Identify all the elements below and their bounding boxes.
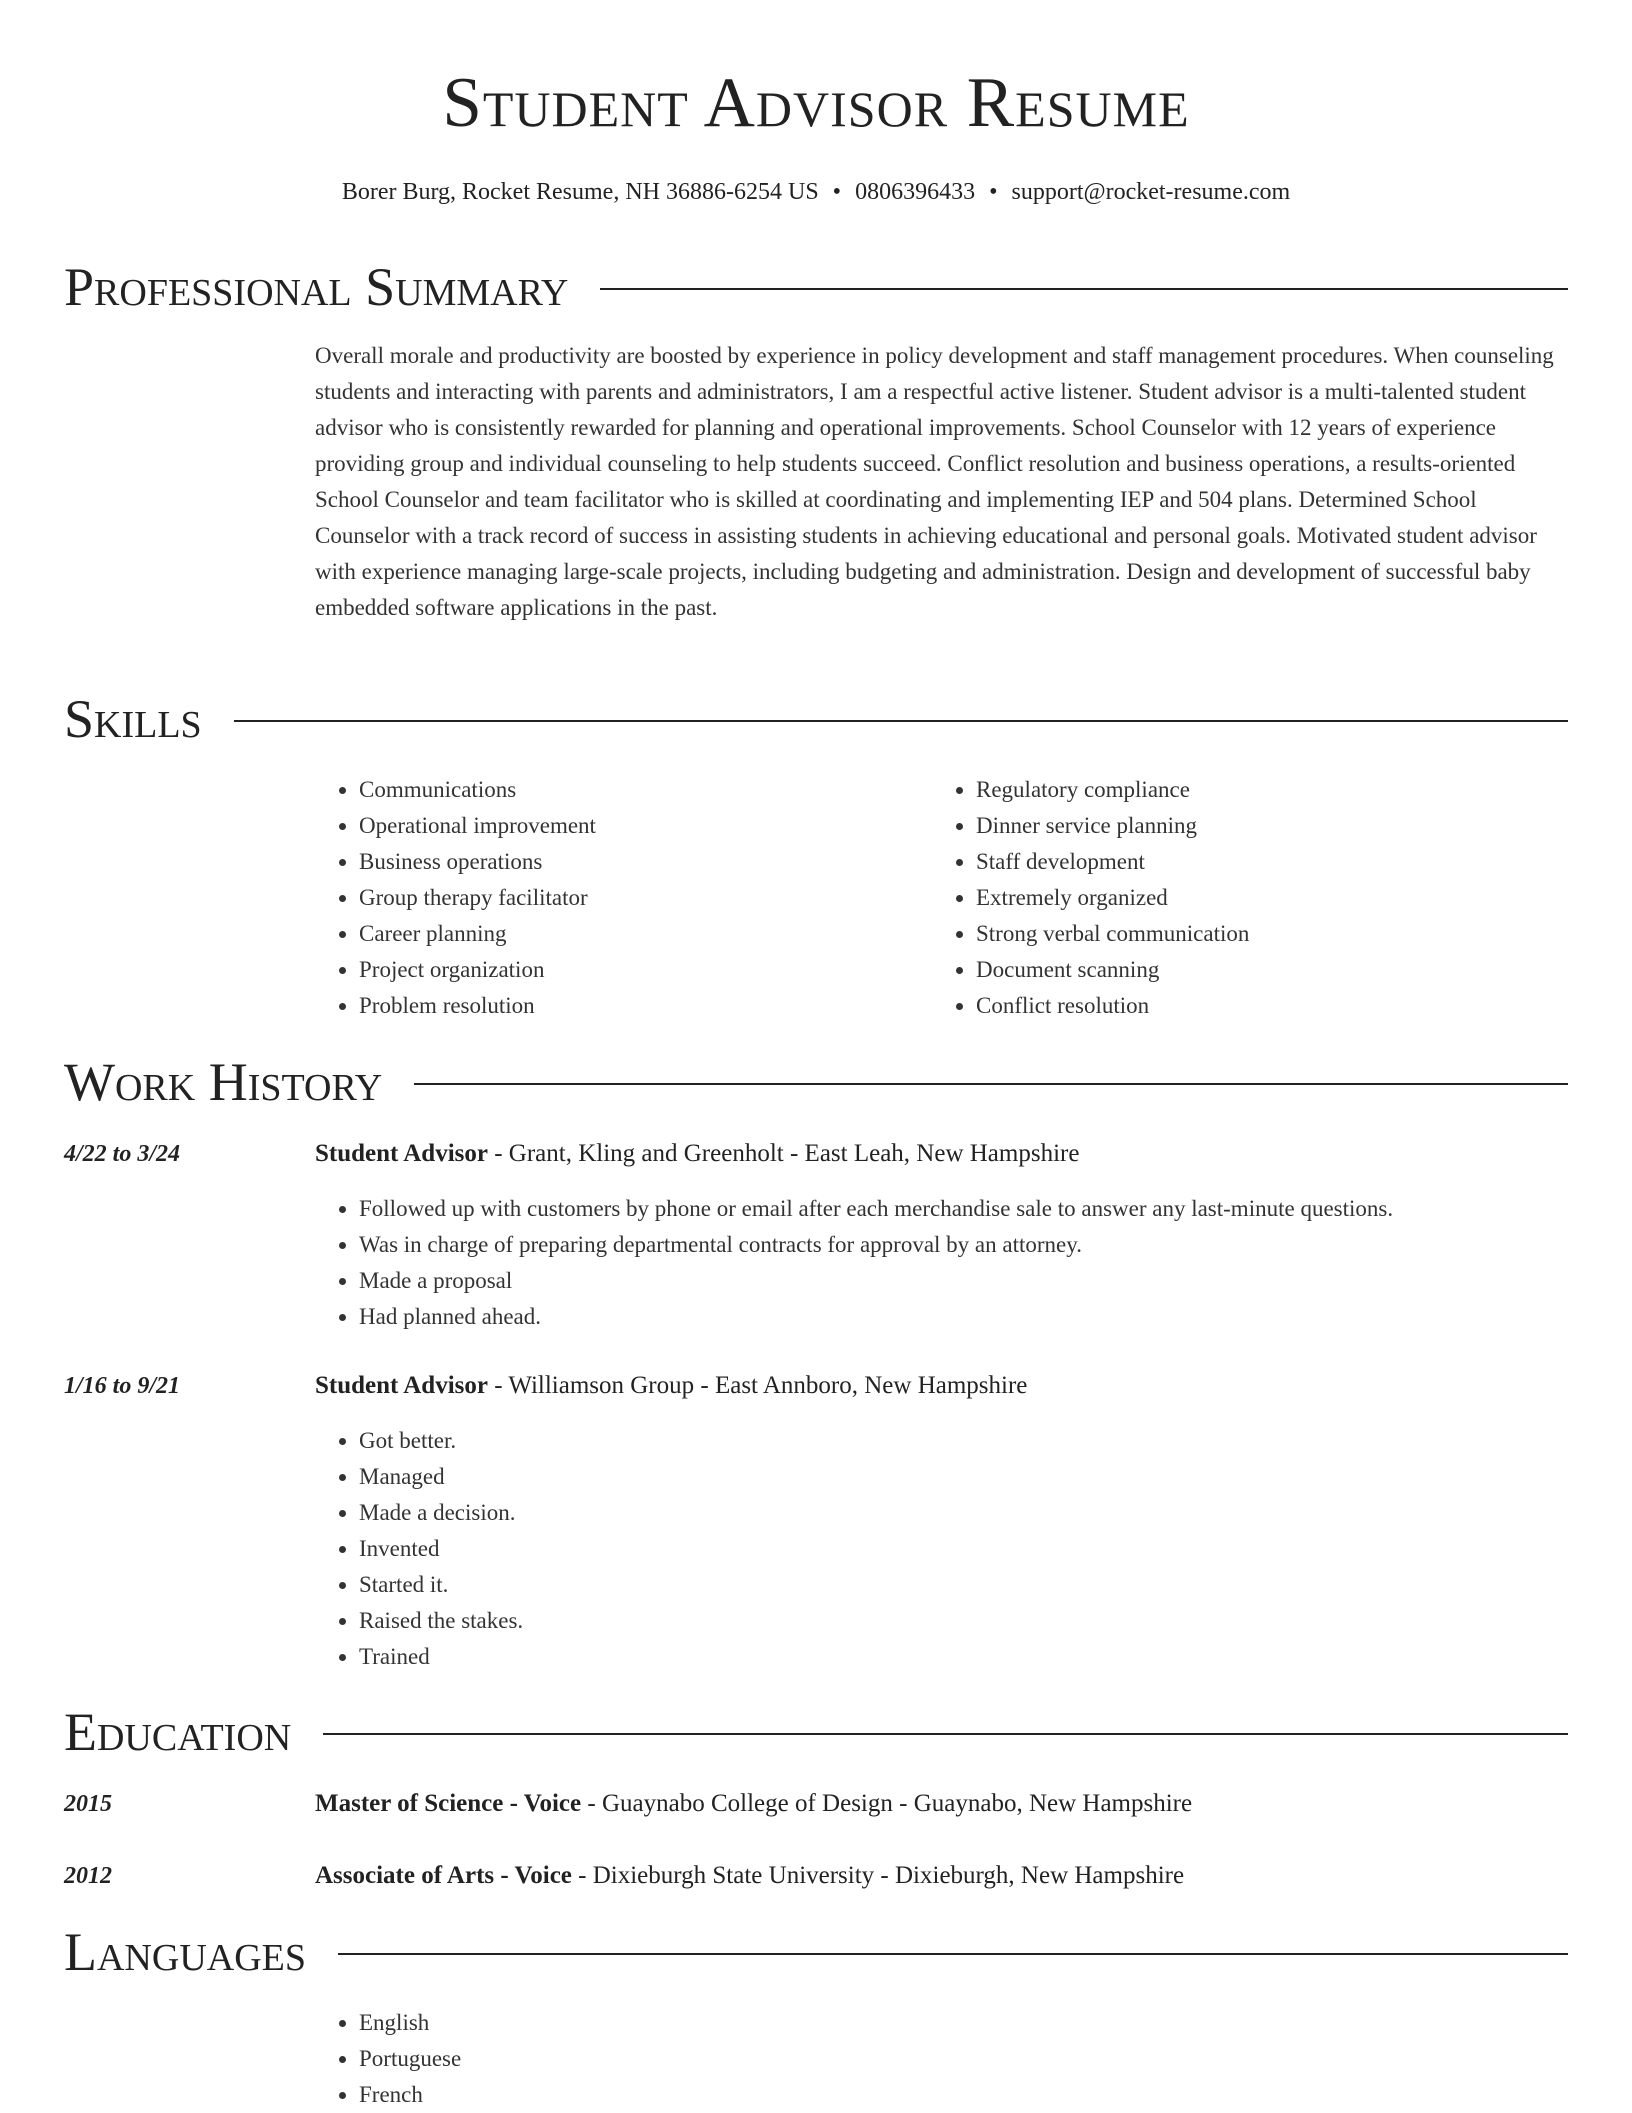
skills-heading: Skills	[64, 689, 202, 749]
job-details: - Grant, Kling and Greenholt - East Leah, New Hampshire	[487, 1140, 1080, 1167]
skill-item: • Document scanning	[976, 952, 1532, 988]
job-bullet: • Made a decision.	[359, 1495, 1568, 1531]
summary-text: Overall morale and productivity are boosted by experience in policy development and staff management procedures. When counseling students and interacting with parents and administrators, I am a respectful active listener. Student advisor is a multi-talented student advisor who is consistently rewarded for planning and operational improvements. School Counselor with 12 years of experience providing group and individual counseling to help students succeed. Conflict resolution and business operations, a results-oriented School Counselor and team facilitator who is skilled at coordinating and implementing IEP and 504 plans. Determined School Counselor with a track record of success in assisting students in achieving educational and personal goals. Motivated student advisor with experience managing large-scale projects, including budgeting and administration. Design and development of successful baby embedded software applications in the past.	[315, 343, 1554, 620]
work-heading: Work History	[64, 1052, 383, 1112]
job-dates: 1/16 to 9/21	[64, 1373, 181, 1399]
contact-address: Borer Burg, Rocket Resume, NH 36886-6254 US	[341, 179, 819, 205]
contact-line	[0, 175, 1632, 209]
job-bullet: • Invented	[359, 1531, 1568, 1567]
education-degree: Associate of Arts - Voice	[315, 1862, 572, 1889]
section-divider	[338, 1953, 1568, 1955]
job-bullet: • Got better.	[359, 1423, 1568, 1459]
job-heading	[315, 1136, 1568, 1172]
education-details: - Dixieburgh State University - Dixieburgh, New Hampshire	[571, 1862, 1185, 1889]
job-dates: 4/22 to 3/24	[64, 1141, 181, 1167]
skill-item: • Business operations	[359, 844, 915, 880]
skill-item: • Group therapy facilitator	[359, 880, 915, 916]
education-heading: Education	[64, 1702, 292, 1762]
language-item: • Portuguese	[359, 2041, 1568, 2077]
skills-list-right	[932, 772, 1532, 1024]
job-bullet: • Trained	[359, 1639, 1568, 1675]
skill-item: • Extremely organized	[976, 880, 1532, 916]
job-title: Student Advisor	[315, 1140, 488, 1167]
language-item: • English	[359, 2005, 1568, 2041]
job-bullet: • Was in charge of preparing departmental contracts for approval by an attorney.	[359, 1227, 1568, 1263]
job-details: - Williamson Group - East Annboro, New Hampshire	[487, 1372, 1028, 1399]
languages-heading: Languages	[64, 1922, 306, 1982]
skill-item: • Project organization	[359, 952, 915, 988]
section-divider	[600, 288, 1568, 290]
education-degree: Master of Science - Voice	[315, 1790, 582, 1817]
skill-item: • Dinner service planning	[976, 808, 1532, 844]
skill-item: • Problem resolution	[359, 988, 915, 1024]
skill-item: • Communications	[359, 772, 915, 808]
summary-section-header	[64, 252, 1568, 322]
education-entry	[315, 1786, 1568, 1822]
job-title: Student Advisor	[315, 1372, 488, 1399]
languages-section-header	[64, 1917, 1568, 1987]
section-divider	[234, 720, 1568, 722]
section-divider	[323, 1733, 1568, 1735]
job-bullet: • Started it.	[359, 1567, 1568, 1603]
job-heading	[315, 1368, 1568, 1404]
job-bullets	[315, 1191, 1568, 1335]
skills-section-header	[64, 684, 1568, 754]
skill-item: • Career planning	[359, 916, 915, 952]
job-bullet: • Managed	[359, 1459, 1568, 1495]
languages-list	[315, 2005, 1568, 2113]
job-bullet: • Had planned ahead.	[359, 1299, 1568, 1335]
skill-item: • Operational improvement	[359, 808, 915, 844]
education-year: 2012	[64, 1863, 112, 1889]
job-bullets	[315, 1423, 1568, 1675]
education-year: 2015	[64, 1791, 112, 1817]
skills-list-left	[315, 772, 915, 1024]
education-details: - Guaynabo College of Design - Guaynabo, New Hampshire	[581, 1790, 1193, 1817]
work-section-header	[64, 1047, 1568, 1117]
skill-item: • Conflict resolution	[976, 988, 1532, 1024]
education-entry	[315, 1858, 1568, 1894]
skill-item: • Regulatory compliance	[976, 772, 1532, 808]
job-bullet: • Made a proposal	[359, 1263, 1568, 1299]
section-divider	[414, 1083, 1568, 1085]
language-item: • French	[359, 2077, 1568, 2113]
skill-item: • Strong verbal communication	[976, 916, 1532, 952]
contact-separator: •	[989, 179, 998, 205]
skill-item: • Staff development	[976, 844, 1532, 880]
education-section-header	[64, 1697, 1568, 1767]
summary-heading: Professional Summary	[64, 257, 569, 317]
contact-phone: 0806396433	[855, 179, 976, 205]
job-bullet: • Raised the stakes.	[359, 1603, 1568, 1639]
contact-email: support@rocket-resume.com	[1011, 179, 1291, 205]
job-bullet: • Followed up with customers by phone or email after each merchandise sale to answer any last-minute questions.	[359, 1191, 1568, 1227]
contact-separator: •	[832, 179, 842, 205]
resume-name: Student Advisor Resume	[442, 64, 1190, 142]
